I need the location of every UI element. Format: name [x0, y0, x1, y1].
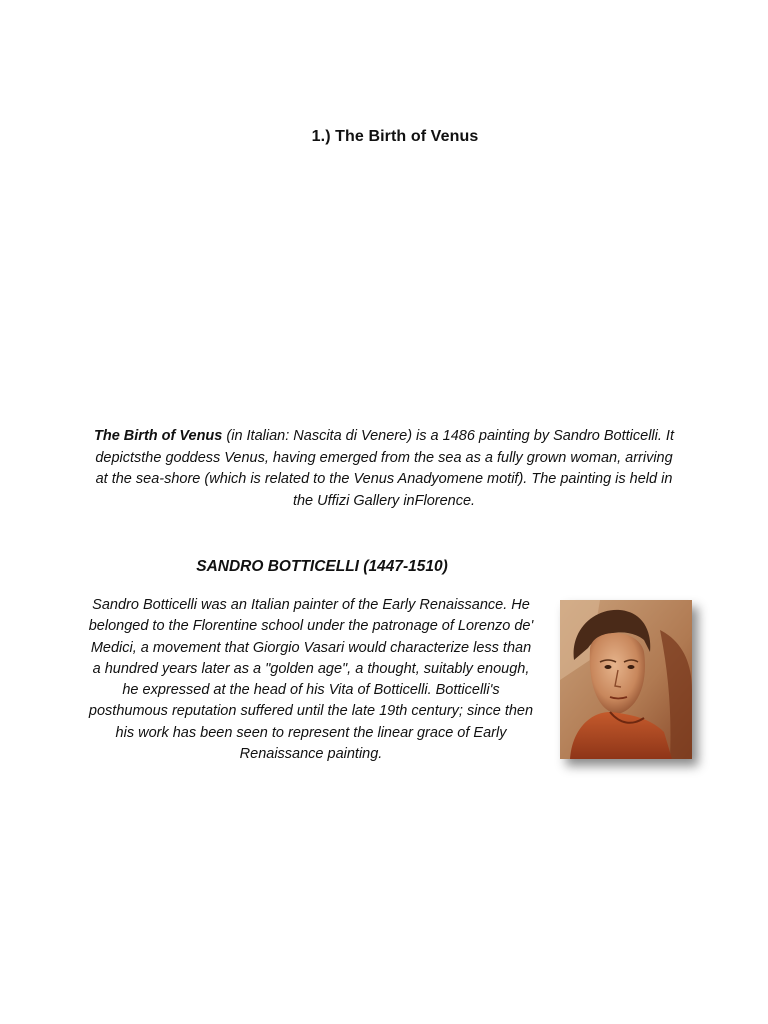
- page-title: 1.) The Birth of Venus: [311, 128, 479, 145]
- intro-paragraph: [90, 426, 678, 512]
- portrait-painting: [560, 600, 692, 759]
- bio-paragraph: Sandro Botticelli was an Italian painter of the Early Renaissance. He belonged to the Florentine school under the patronage of Lorenzo de' Medici, a movement that Giorgio Vasari would characterize less than a hundred years later as a "golden age", a thought, suitably enough, he expressed at the head of his Vita of Botticelli. Botticelli's posthumous reputation suffered until the late 19th century; since then his work has been seen to represent the linear grace of Early Renaissance painting.: [88, 597, 534, 763]
- intro-bold-lead: The Birth of Venus: [94, 428, 223, 444]
- intro-text: (in Italian: Nascita di Venere) is a 1486 painting by Sandro Botticelli. It depictsthe goddess Venus, having emerged from the sea as a fully grown woman, arriving at the sea-shore (which is related to the Venus Anadyomene motif). The painting is held in the Uffizi Gallery inFlorence.: [95, 428, 674, 509]
- section-heading: SANDRO BOTTICELLI (1447-1510): [196, 558, 448, 575]
- botticelli-portrait-image: [560, 600, 692, 759]
